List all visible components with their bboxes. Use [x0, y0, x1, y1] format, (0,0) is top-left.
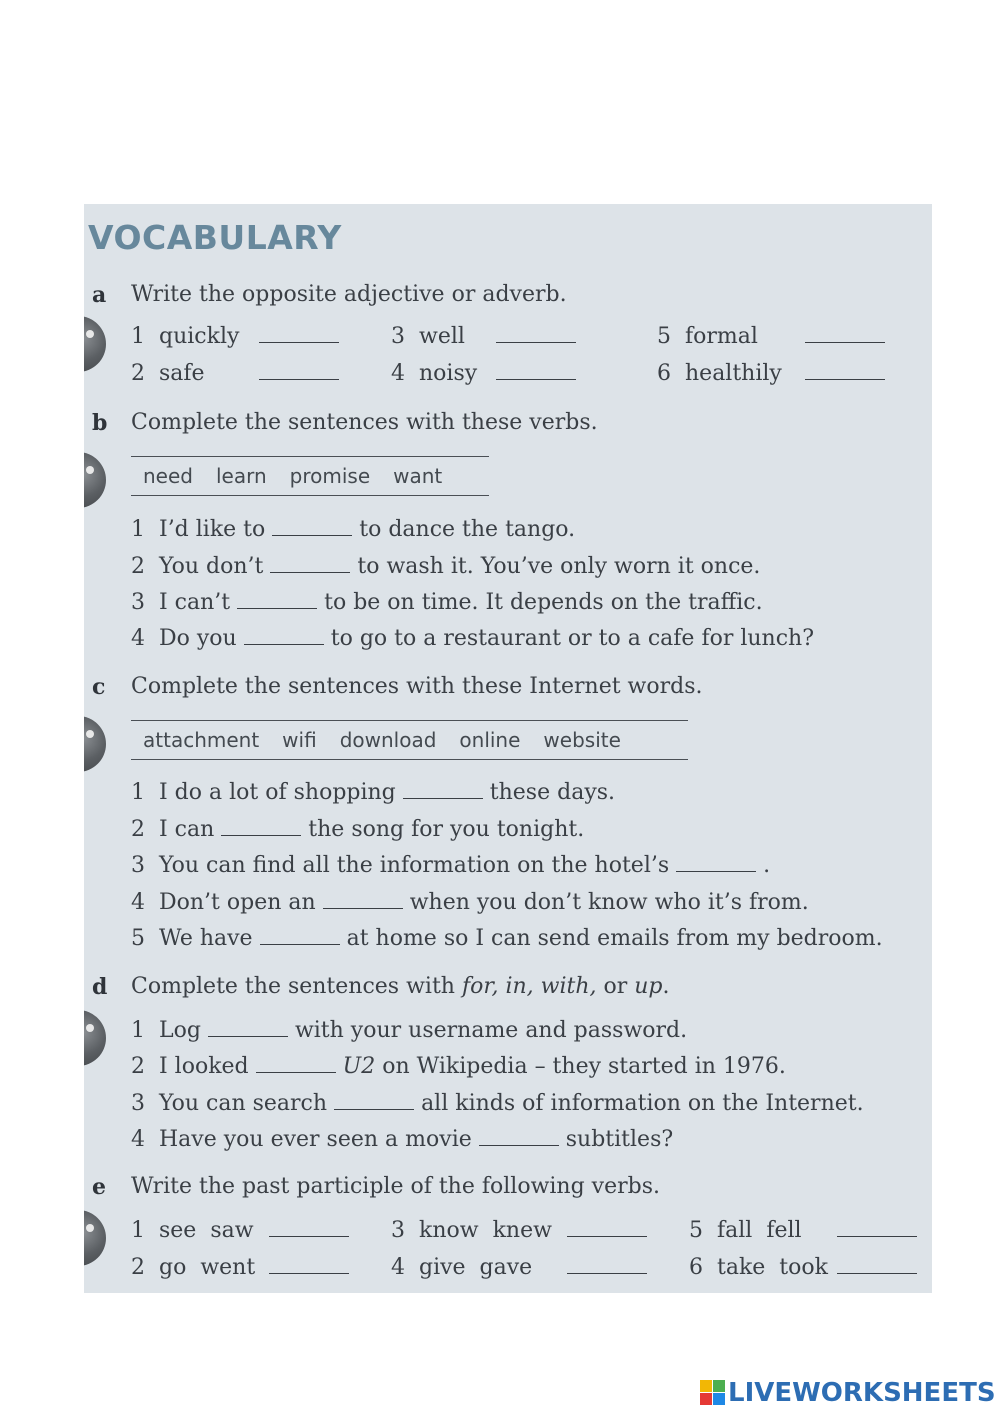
- audio-disc-icon[interactable]: [84, 1010, 106, 1066]
- e-item-4: 4 give gave: [391, 1255, 647, 1280]
- answer-blank[interactable]: [270, 554, 350, 573]
- answer-blank[interactable]: [837, 1218, 917, 1237]
- e-item-6: 6 take took: [689, 1255, 917, 1280]
- section-d-letter: d: [92, 974, 108, 1000]
- answer-blank[interactable]: [496, 361, 576, 380]
- answer-blank[interactable]: [260, 926, 340, 945]
- audio-disc-icon[interactable]: [84, 716, 106, 772]
- liveworksheets-logo-icon: [700, 1380, 726, 1406]
- answer-blank[interactable]: [567, 1218, 647, 1237]
- answer-blank[interactable]: [244, 626, 324, 645]
- answer-blank[interactable]: [269, 1255, 349, 1274]
- a-item-5: 5 formal: [657, 324, 885, 349]
- a-item-2: 2 safe: [131, 361, 339, 386]
- b-sentence-2: 2 You don’t to wash it. You’ve only worn it once.: [131, 554, 761, 579]
- section-a-letter: a: [92, 282, 107, 308]
- section-e-instruction: Write the past participle of the following verbs.: [131, 1174, 661, 1199]
- word-chip: website: [543, 728, 621, 752]
- e-item-5: 5 fall fell: [689, 1218, 917, 1243]
- word-box-verbs: [131, 456, 489, 496]
- answer-blank[interactable]: [208, 1018, 288, 1037]
- a-item-3: 3 well: [391, 324, 576, 349]
- word-chip: learn: [215, 464, 267, 488]
- section-a-instruction: Write the opposite adjective or adverb.: [131, 282, 567, 307]
- section-b-instruction: Complete the sentences with these verbs.: [131, 410, 598, 435]
- b-sentence-3: 3 I can’t to be on time. It depends on the traffic.: [131, 590, 763, 615]
- audio-disc-icon[interactable]: [84, 1210, 106, 1266]
- c-sentence-4: 4 Don’t open an when you don’t know who it’s from.: [131, 890, 809, 915]
- e-item-2: 2 go went: [131, 1255, 349, 1280]
- answer-blank[interactable]: [221, 817, 301, 836]
- answer-blank[interactable]: [496, 324, 576, 343]
- answer-blank[interactable]: [837, 1255, 917, 1274]
- answer-blank[interactable]: [272, 517, 352, 536]
- section-b-letter: b: [92, 410, 108, 436]
- d-sentence-4: 4 Have you ever seen a movie subtitles?: [131, 1127, 674, 1152]
- word-chip: download: [339, 728, 437, 752]
- section-c-letter: c: [92, 674, 106, 700]
- brand-name: LIVEWORKSHEETS: [728, 1378, 996, 1408]
- a-item-4: 4 noisy: [391, 361, 576, 386]
- answer-blank[interactable]: [256, 1054, 336, 1073]
- b-sentence-1: 1 I’d like to to dance the tango.: [131, 517, 576, 542]
- vocabulary-panel: [84, 204, 932, 1293]
- a-item-6: 6 healthily: [657, 361, 885, 386]
- word-box-internet: [131, 720, 688, 760]
- word-chip: wifi: [282, 728, 317, 752]
- answer-blank[interactable]: [676, 853, 756, 872]
- answer-blank[interactable]: [237, 590, 317, 609]
- answer-blank[interactable]: [805, 361, 885, 380]
- d-sentence-3: 3 You can search all kinds of information on the Internet.: [131, 1091, 864, 1116]
- c-sentence-2: 2 I can the song for you tonight.: [131, 817, 585, 842]
- answer-blank[interactable]: [323, 890, 403, 909]
- answer-blank[interactable]: [334, 1091, 414, 1110]
- page-title: VOCABULARY: [88, 218, 342, 257]
- d-sentence-1: 1 Log with your username and password.: [131, 1018, 688, 1043]
- word-chip: online: [459, 728, 521, 752]
- answer-blank[interactable]: [259, 324, 339, 343]
- answer-blank[interactable]: [805, 324, 885, 343]
- section-e-letter: e: [92, 1174, 106, 1200]
- answer-blank[interactable]: [567, 1255, 647, 1274]
- answer-blank[interactable]: [479, 1127, 559, 1146]
- c-sentence-5: 5 We have at home so I can send emails from my bedroom.: [131, 926, 883, 951]
- section-d-instruction: Complete the sentences with for, in, with, or up.: [131, 974, 670, 999]
- e-item-3: 3 know knew: [391, 1218, 647, 1243]
- audio-disc-icon[interactable]: [84, 316, 106, 372]
- answer-blank[interactable]: [403, 780, 483, 799]
- section-c-instruction: Complete the sentences with these Internet words.: [131, 674, 703, 699]
- answer-blank[interactable]: [269, 1218, 349, 1237]
- audio-disc-icon[interactable]: [84, 452, 106, 508]
- c-sentence-1: 1 I do a lot of shopping these days.: [131, 780, 616, 805]
- a-item-1: 1 quickly: [131, 324, 339, 349]
- liveworksheets-logo[interactable]: [700, 1378, 996, 1408]
- word-chip: need: [143, 464, 193, 488]
- word-chip: attachment: [143, 728, 260, 752]
- word-chip: promise: [289, 464, 371, 488]
- b-sentence-4: 4 Do you to go to a restaurant or to a cafe for lunch?: [131, 626, 815, 651]
- answer-blank[interactable]: [259, 361, 339, 380]
- word-chip: want: [393, 464, 443, 488]
- e-item-1: 1 see saw: [131, 1218, 349, 1243]
- c-sentence-3: 3 You can find all the information on the hotel’s .: [131, 853, 771, 878]
- d-sentence-2: 2 I looked U2 on Wikipedia – they started in 1976.: [131, 1054, 786, 1079]
